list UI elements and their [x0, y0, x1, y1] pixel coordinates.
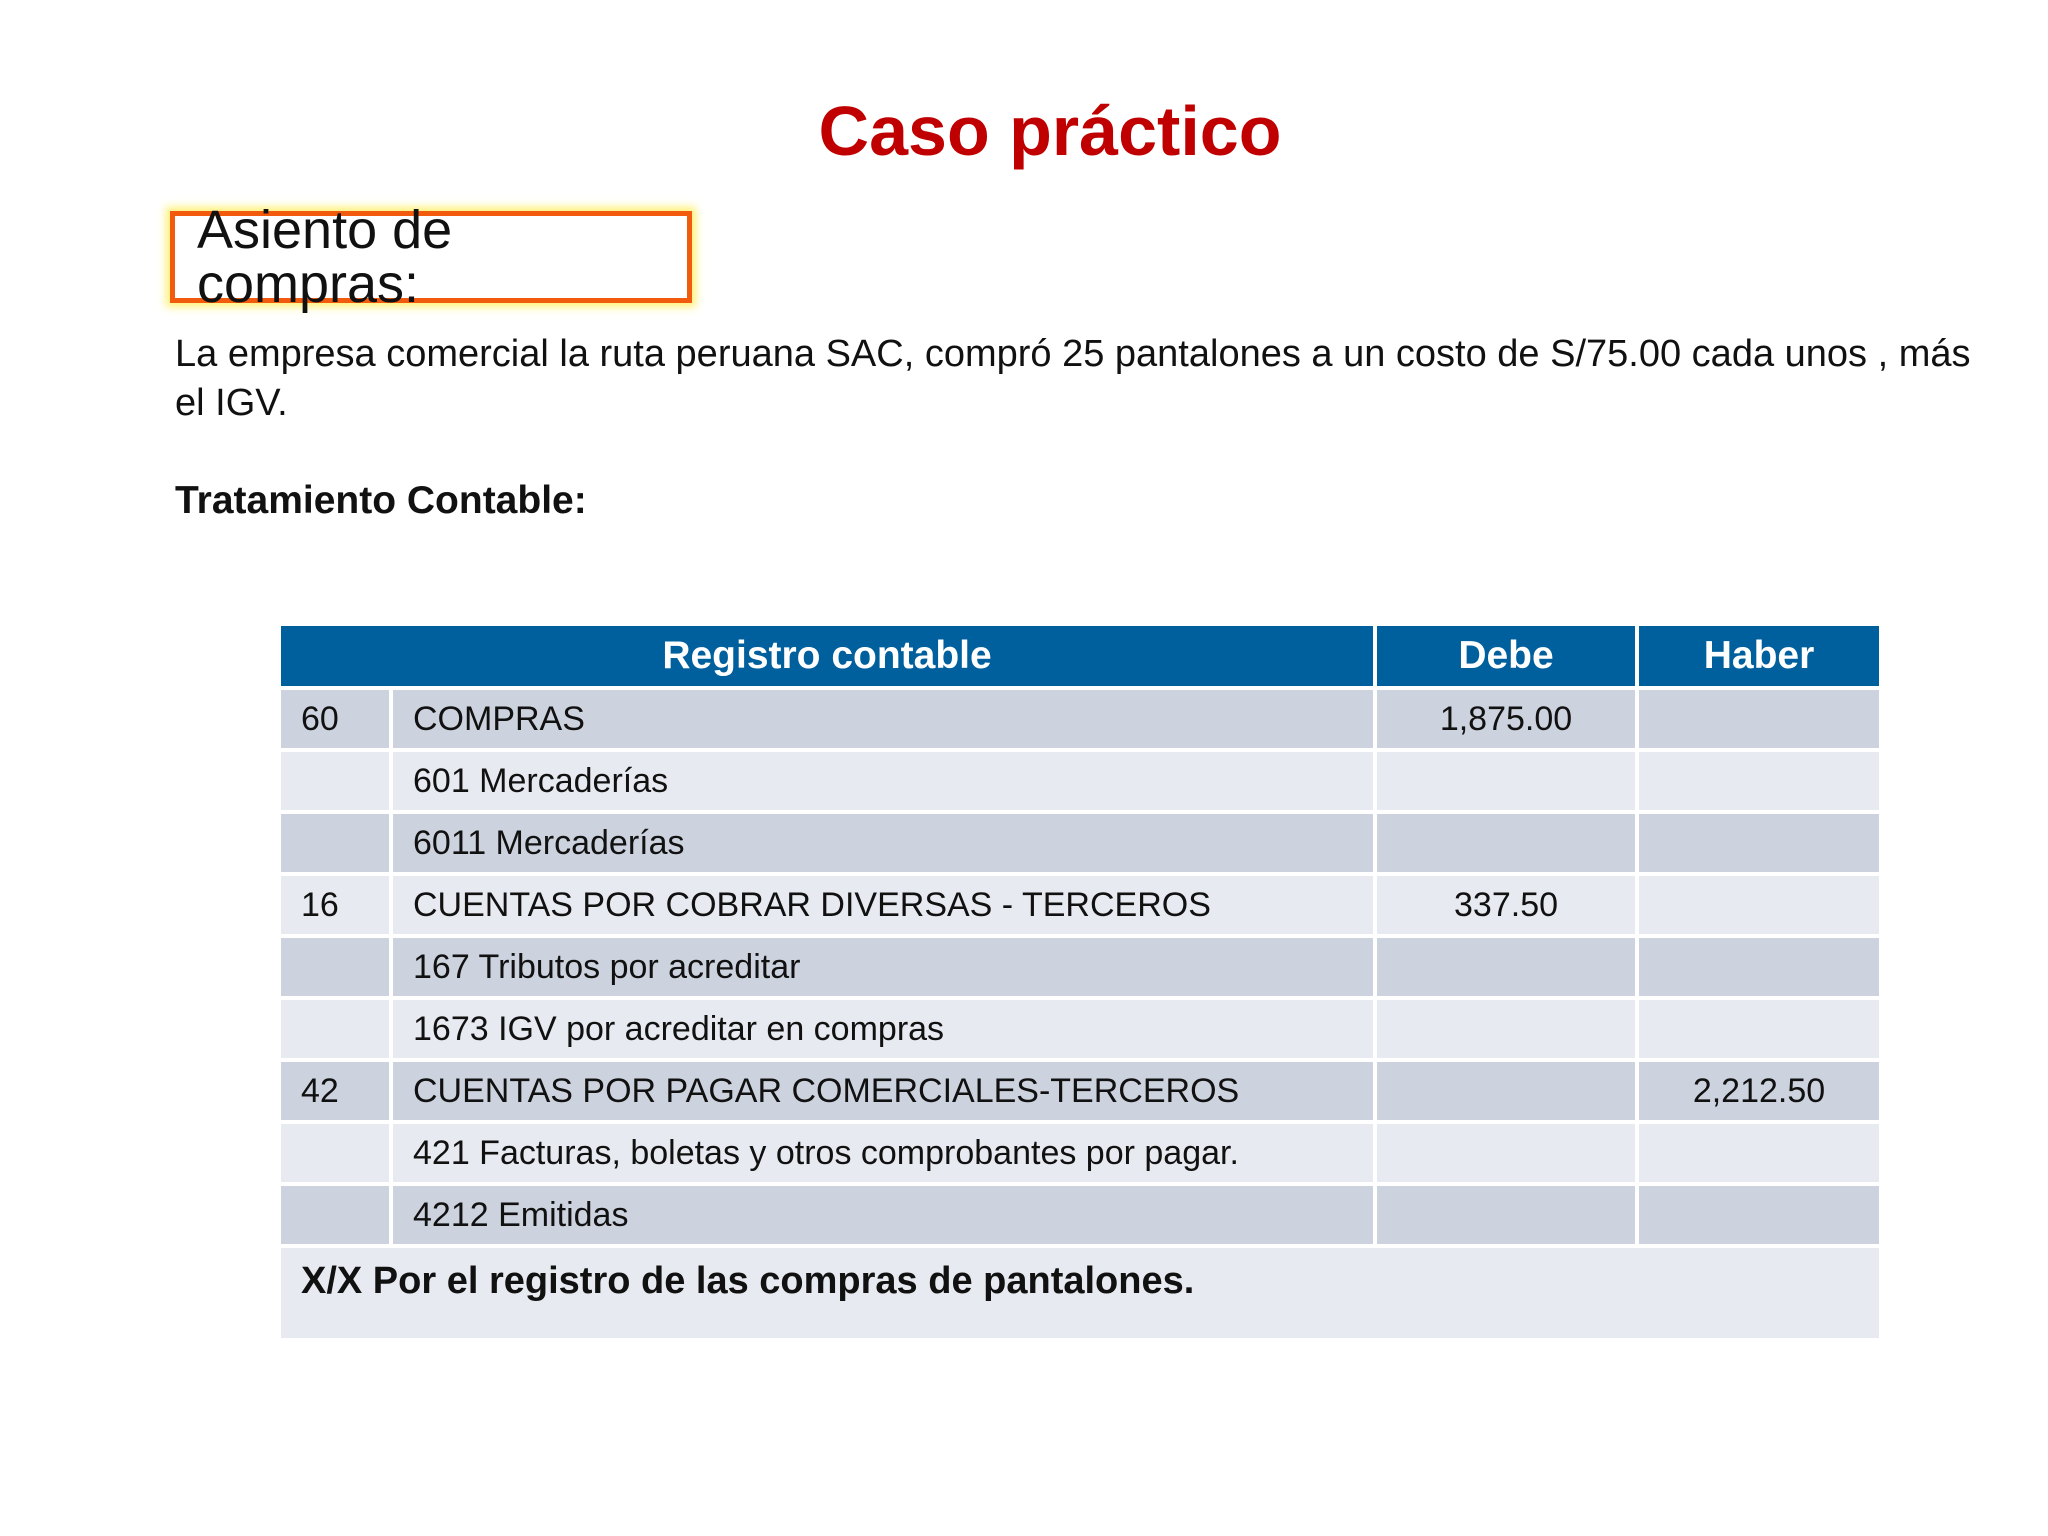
problem-description: La empresa comercial la ruta peruana SAC, compró 25 pantalones a un costo de S/75.00 cada unos , más el IGV. [175, 333, 1971, 424]
ledger-row [281, 876, 1879, 934]
debe-amount [1377, 938, 1635, 996]
account-name: COMPRAS [393, 690, 1373, 748]
haber-amount [1639, 876, 1879, 934]
debe-amount [1377, 1062, 1635, 1120]
debe-amount [1377, 1186, 1635, 1244]
haber-amount [1639, 1186, 1879, 1244]
ledger-footer-row [281, 1248, 1879, 1338]
haber-amount [1639, 1000, 1879, 1058]
debe-amount [1377, 1124, 1635, 1182]
header-debe: Debe [1377, 626, 1635, 686]
ledger-header-row [281, 626, 1879, 686]
account-code [281, 1000, 389, 1058]
ledger-row [281, 1000, 1879, 1058]
account-code: 42 [281, 1062, 389, 1120]
account-name: 167 Tributos por acreditar [393, 938, 1373, 996]
ledger-row [281, 690, 1879, 748]
account-name: 1673 IGV por acreditar en compras [393, 1000, 1373, 1058]
ledger-row [281, 1186, 1879, 1244]
ledger-row [281, 1062, 1879, 1120]
header-registro: Registro contable [281, 626, 1373, 686]
ledger-table [277, 622, 1883, 1342]
account-code [281, 1124, 389, 1182]
debe-amount: 337.50 [1377, 876, 1635, 934]
debe-amount [1377, 1000, 1635, 1058]
haber-amount [1639, 938, 1879, 996]
haber-amount [1639, 1124, 1879, 1182]
debe-amount [1377, 752, 1635, 810]
account-code [281, 752, 389, 810]
subheading: Tratamiento Contable: [175, 479, 587, 522]
debe-amount [1377, 814, 1635, 872]
account-code [281, 938, 389, 996]
section-label-box [170, 200, 692, 314]
account-name: 421 Facturas, boletas y otros comprobantes por pagar. [393, 1124, 1373, 1182]
account-name: 6011 Mercaderías [393, 814, 1373, 872]
ledger-row [281, 1124, 1879, 1182]
account-name: CUENTAS POR COBRAR DIVERSAS - TERCEROS [393, 876, 1373, 934]
haber-amount: 2,212.50 [1639, 1062, 1879, 1120]
account-name: 601 Mercaderías [393, 752, 1373, 810]
slide-title: Caso práctico [818, 92, 1282, 170]
account-code [281, 1186, 389, 1244]
ledger-row [281, 814, 1879, 872]
account-code: 60 [281, 690, 389, 748]
debe-amount: 1,875.00 [1377, 690, 1635, 748]
account-name: 4212 Emitidas [393, 1186, 1373, 1244]
ledger-row [281, 938, 1879, 996]
header-haber: Haber [1639, 626, 1879, 686]
haber-amount [1639, 690, 1879, 748]
haber-amount [1639, 752, 1879, 810]
section-label: Asiento de compras: [197, 200, 453, 314]
account-name: CUENTAS POR PAGAR COMERCIALES-TERCEROS [393, 1062, 1373, 1120]
haber-amount [1639, 814, 1879, 872]
ledger-row [281, 752, 1879, 810]
account-code: 16 [281, 876, 389, 934]
entry-gloss: X/X Por el registro de las compras de pantalones. [281, 1248, 1879, 1338]
account-code [281, 814, 389, 872]
